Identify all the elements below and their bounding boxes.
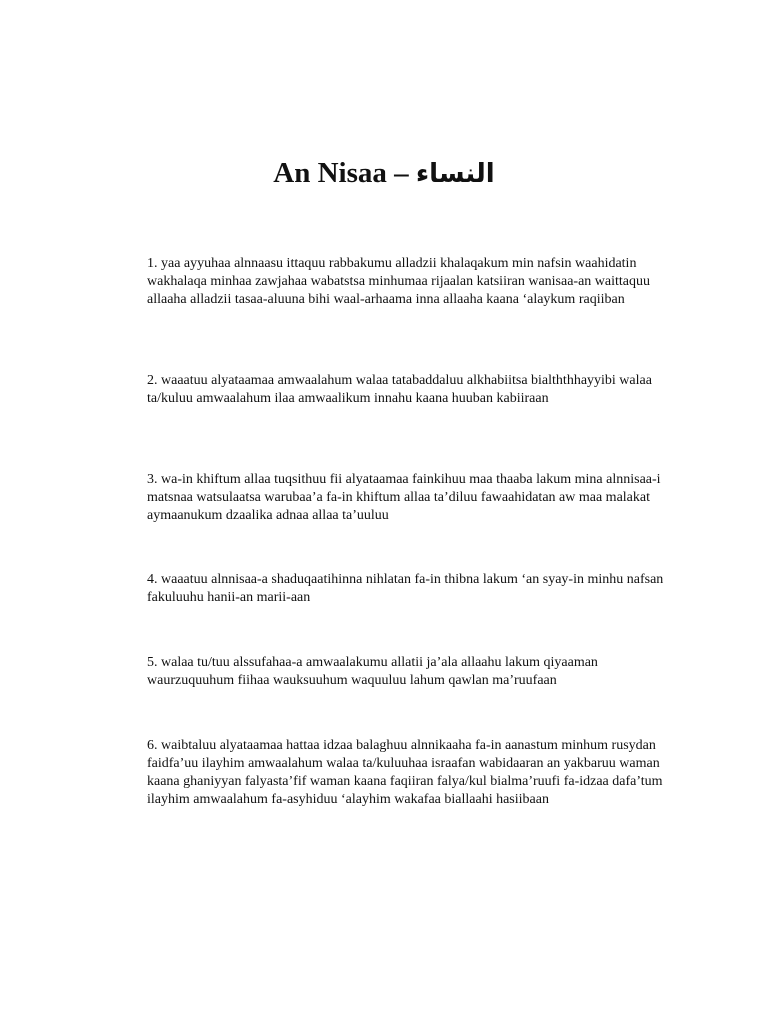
verse-5: 5. walaa tu/tuu alssufahaa-a amwaalakumu allatii ja’ala allaahu lakum qiyaaman waurzuquuhum fiihaa wauksuuhum waquuluu lahum qawlan ma’ruufaan (147, 655, 598, 688)
title-separator: – (394, 157, 409, 189)
title-latin: An Nisaa (273, 157, 387, 189)
verse-1: 1. yaa ayyuhaa alnnaasu ittaquu rabbakumu alladzii khalaqakum min nafsin waahidatin wakhalaqa minhaa zawjahaa wabatstsa minhumaa rijaalan katsiiran wanisaa-an waittaquu allaaha alladzii tasaa-aluuna bihi waal-arhaama inna allaaha kaana ‘alaykum raqiiban (147, 256, 651, 307)
page-title (0, 154, 768, 193)
verse-3: 3. wa-in khiftum allaa tuqsithuu fii alyataamaa fainkihuu maa thaaba lakum mina alnnisaa-i matsnaa watsulaatsa warubaa’a fa-in khiftum allaa ta’diluu fawaahidatan aw maa malakat aymaanukum dzaalika adnaa allaa ta’uuluu (147, 472, 661, 523)
verse-4: 4. waaatuu alnnisaa-a shaduqaatihinna nihlatan fa-in thibna lakum ‘an syay-in minhu nafsan fakuluuhu hanii-an marii-aan (147, 572, 664, 605)
title-arabic: النساء (415, 159, 495, 189)
verse-2: 2. waaatuu alyataamaa amwaalahum walaa tatabaddaluu alkhabiitsa bialththhayyibi walaa ta/kuluu amwaalahum ilaa amwaalikum innahu kaana huuban kabiiraan (147, 373, 652, 406)
verse-6: 6. waibtaluu alyataamaa hattaa idzaa balaghuu alnnikaaha fa-in aanastum minhum rusydan faidfa’uu ilayhim amwaalahum walaa ta/kuluuhaa israafan wabidaaran an yakbaruu waman kaana ghaniyyan falyasta’fif waman kaana faqiiran falya/kul bialma’ruufi fa-idzaa dafa’tum ilayhim amwaalahum fa-asyhiduu ‘alayhim wakafaa biallaahi hasiibaan (147, 738, 663, 807)
